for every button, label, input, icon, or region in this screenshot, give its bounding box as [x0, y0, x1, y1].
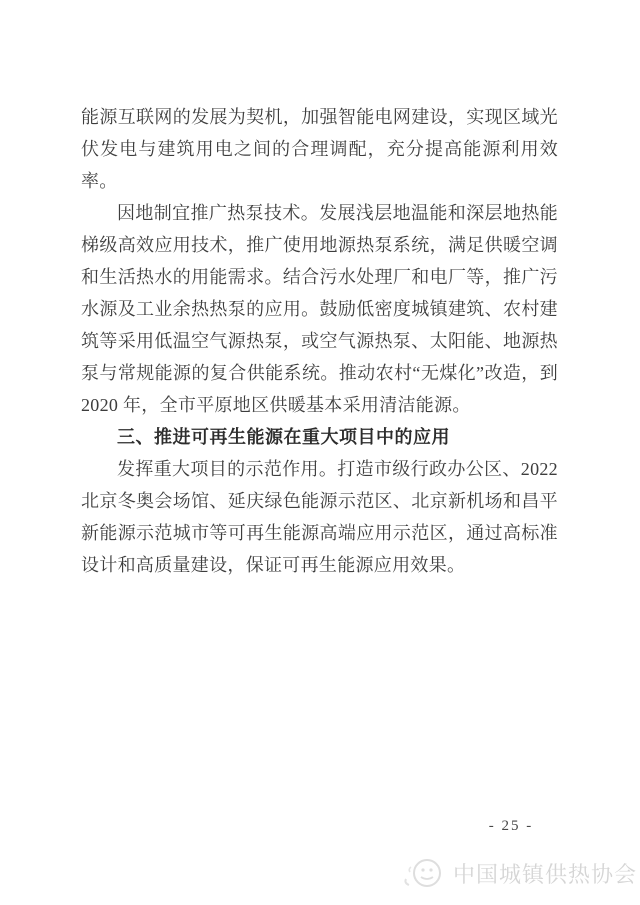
paragraph-energy-internet: 能源互联网的发展为契机，加强智能电网建设，实现区域光伏发电与建筑用电之间的合理调配，充分提高能源利用效率。 — [81, 107, 558, 191]
document-body — [81, 101, 558, 581]
watermark-text: 中国城镇供热协会 — [453, 861, 638, 887]
association-logo-icon — [402, 855, 444, 891]
paragraph-heat-pump: 因地制宜推广热泵技术。发展浅层地温能和深层地热能梯级高效应用技术，推广使用地源热泵系统，满足供暖空调和生活热水的用能需求。结合污水处理厂和电厂等，推广污水源及工业余热热泵的应用。鼓励低密度城镇建筑、农村建筑等采用低温空气源热泵，或空气源热泵、太阳能、地源热泵与常规能源的复合供能系统。推动农村“无煤化”改造，到 2020 年，全市平原地区供暖基本采用清洁能源。 — [81, 203, 558, 415]
section-heading: 三、推进可再生能源在重大项目中的应用 — [117, 427, 450, 447]
watermark — [402, 855, 637, 891]
page-number: - 25 - — [488, 818, 534, 834]
paragraph-major-projects: 发挥重大项目的示范作用。打造市级行政办公区、2022 北京冬奥会场馆、延庆绿色能源示范区、北京新机场和昌平新能源示范城市等可再生能源高端应用示范区，通过高标准设计和高质量建设，保证可再生能源应用效果。 — [81, 459, 558, 575]
